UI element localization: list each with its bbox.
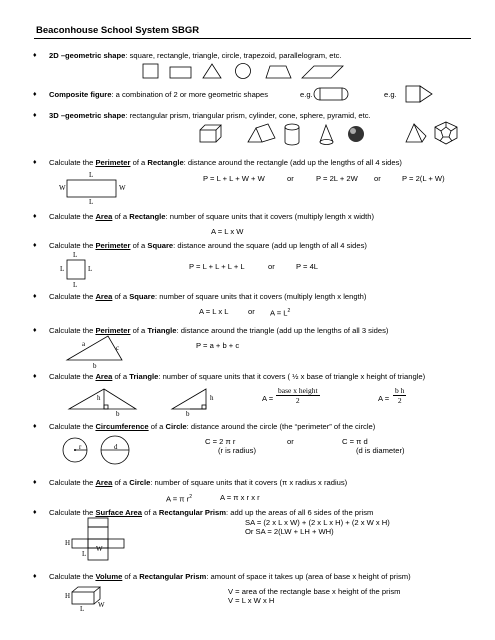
tri-area-shape: Triangle [129, 372, 159, 381]
sq-perim-shape: Square [147, 241, 174, 250]
bullet-vol: ♦ [33, 573, 37, 580]
surf-f2: Or SA = 2(LW + LH + WH) [245, 527, 334, 536]
bullet-tri-perim: ♦ [33, 327, 37, 334]
circ-area-mid: of a [112, 478, 130, 487]
surf-f1: SA = (2 x L x W) + (2 x L x H) + (2 x W x H) [245, 518, 390, 527]
shapes2d-term: 2D –geometric shape [49, 51, 126, 60]
surf-key: Surface Area [95, 508, 143, 517]
surf-label-h: H [65, 539, 71, 547]
page-title: Beaconhouse School System SBGR [36, 25, 200, 36]
shapes3d-term: 3D –geometric shape [49, 111, 126, 120]
rect-perim-f3: P = 2(L + W) [402, 174, 445, 183]
circ-or1: or [287, 437, 294, 446]
sq-perim-key: Perimeter [95, 241, 131, 250]
vol-label-w: W [98, 601, 105, 609]
tri-area-den1: 2 [295, 396, 300, 405]
tri-area-b1: b [116, 410, 120, 418]
tri-area-mid: of a [112, 372, 130, 381]
rect-perim-f2: P = 2L + 2W [316, 174, 358, 183]
sq-label-top: L [73, 251, 78, 259]
bullet-composite: ♦ [33, 91, 37, 98]
circ-area-sup: 2 [189, 494, 192, 500]
tri-label-c: c [116, 344, 120, 352]
surf-label-l: L [82, 550, 87, 558]
rect-perim-f1: P = L + L + W + W [203, 174, 265, 183]
sq-perim-f1: P = L + L + L + L [189, 262, 245, 271]
sq-area-shape: Square [129, 292, 155, 301]
rect-label-w-right: W [119, 184, 126, 192]
circ-label-d: d [114, 443, 118, 451]
circ-desc: : distance around the circle (the “perimeter” of the circle) [186, 422, 376, 431]
tri-perim-pre: Calculate the [49, 326, 96, 335]
sq-perim-desc: : distance around the square (add up length of all 4 sides) [173, 241, 367, 250]
bullet-rect-perim: ♦ [33, 159, 37, 166]
tri-area-a2: A = [378, 394, 390, 403]
vol-key: Volume [95, 572, 123, 581]
composite-eg2: e.g. [384, 90, 397, 99]
tri-label-b: b [93, 362, 97, 370]
circ-key: Circumference [95, 422, 149, 431]
sq-area-desc: : number of square units that it covers (multiply length x length) [154, 292, 367, 301]
tri-area-pre: Calculate the [49, 372, 96, 381]
bullet-circ: ♦ [33, 423, 37, 430]
rect-perim-shape: Rectangle [147, 158, 184, 167]
rect-label-l-top: L [89, 171, 94, 179]
tri-perim-shape: Triangle [147, 326, 177, 335]
circ-f2: C = π d [342, 437, 368, 446]
bullet-circ-area: ♦ [33, 479, 37, 486]
vol-f2: V = L x W x H [228, 596, 275, 605]
bullet-2d: ♦ [33, 52, 37, 59]
sq-area-f2-text: A = L [270, 308, 288, 318]
circ-area-f1-text: A = π r [166, 494, 190, 504]
sq-area-f1: A = L x L [199, 307, 229, 316]
circ-area-pre: Calculate the [49, 478, 96, 487]
rect-perim-key: Perimeter [95, 158, 131, 167]
circ-pre: Calculate the [49, 422, 96, 431]
circ-area-key: Area [95, 478, 113, 487]
sq-area-sup: 2 [287, 308, 291, 314]
composite-term: Composite figure [49, 90, 112, 99]
circ-area-f2: A = π x r x r [220, 493, 260, 502]
sq-label-right: L [88, 265, 93, 273]
tri-label-a: a [82, 340, 86, 348]
circ-mid: of a [148, 422, 166, 431]
sq-area-key: Area [95, 292, 113, 301]
circ-area-shape: Circle [129, 478, 151, 487]
tri-area-den2: 2 [397, 396, 402, 405]
surf-shape: Rectangular Prism [158, 508, 227, 517]
bullet-tri-area: ♦ [33, 373, 37, 380]
tri-area-num1: base x height [278, 386, 318, 395]
bullet-sq-perim: ♦ [33, 242, 37, 249]
circ-f1: C = 2 π r [205, 437, 236, 446]
rect-label-w-left: W [59, 184, 66, 192]
tri-perim-mid: of a [130, 326, 148, 335]
rect-perim-pre: Calculate the [49, 158, 96, 167]
circ-label-r: r [79, 443, 82, 451]
sq-label-left: L [60, 265, 65, 273]
vol-f1: V = area of the rectangle base x height of the prism [228, 587, 401, 596]
sq-perim-f2: P = 4L [296, 262, 319, 271]
sq-perim-or1: or [268, 262, 275, 271]
vol-label-h: H [65, 592, 71, 600]
sq-perim-mid: of a [130, 241, 148, 250]
circ-area-desc: : number of square units that it covers (π x radius x radius) [150, 478, 348, 487]
rect-label-l-bottom: L [89, 198, 94, 206]
tri-area-h1: h [97, 394, 101, 402]
tri-area-key: Area [95, 372, 113, 381]
bullet-surf: ♦ [33, 509, 37, 516]
sq-area-mid: of a [112, 292, 130, 301]
vol-desc: : amount of space it takes up (area of base x height of prism) [206, 572, 411, 581]
vol-label-l: L [80, 605, 85, 613]
tri-area-num2: b h [395, 386, 405, 395]
rect-area-desc: : number of square units that it covers (multiply length x width) [165, 212, 375, 221]
tri-perim-key: Perimeter [95, 326, 131, 335]
surf-label-w: W [96, 545, 103, 553]
rect-area-pre: Calculate the [49, 212, 96, 221]
bullet-3d: ♦ [33, 112, 37, 119]
tri-perim-f1: P = a + b + c [196, 341, 240, 350]
bullet-sq-area: ♦ [33, 293, 37, 300]
circ-shape: Circle [165, 422, 187, 431]
rect-area-key: Area [95, 212, 113, 221]
shapes2d-desc: : square, rectangle, triangle, circle, trapezoid, parallelogram, etc. [125, 51, 342, 60]
rect-area-f1: A = L x W [211, 227, 244, 236]
tri-area-b2: b [186, 410, 190, 418]
rect-perim-or1: or [287, 174, 294, 183]
rect-perim-desc: : distance around the rectangle (add up the lengths of all 4 sides) [183, 158, 402, 167]
tri-area-desc: : number of square units that it covers ( ½ x base of triangle x height of triangle) [158, 372, 426, 381]
circ-f1b: (r is radius) [218, 446, 256, 455]
rect-perim-or2: or [374, 174, 381, 183]
surf-desc: : add up the areas of all 6 sides of the prism [226, 508, 374, 517]
shapes3d-desc: : rectangular prism, triangular prism, cylinder, cone, sphere, pyramid, etc. [125, 111, 371, 120]
surf-mid: of a [142, 508, 159, 517]
sq-perim-pre: Calculate the [49, 241, 96, 250]
bullet-rect-area: ♦ [33, 213, 37, 220]
circ-f2b: (d is diameter) [356, 446, 405, 455]
composite-eg1: e.g. [300, 90, 313, 99]
composite-desc: : a combination of 2 or more geometric shapes [111, 90, 269, 99]
sq-area-or1: or [248, 307, 255, 316]
rect-area-shape: Rectangle [129, 212, 166, 221]
vol-pre: Calculate the [49, 572, 96, 581]
sq-label-bottom: L [73, 281, 78, 289]
tri-area-h2: h [210, 394, 214, 402]
sq-area-pre: Calculate the [49, 292, 96, 301]
surf-pre: Calculate the [49, 508, 96, 517]
rect-area-mid: of a [112, 212, 130, 221]
tri-perim-desc: : distance around the triangle (add up the lengths of all 3 sides) [176, 326, 389, 335]
tri-area-a1: A = [262, 394, 274, 403]
vol-shape: Rectangular Prism [139, 572, 207, 581]
vol-mid: of a [122, 572, 140, 581]
rect-perim-mid: of a [130, 158, 148, 167]
